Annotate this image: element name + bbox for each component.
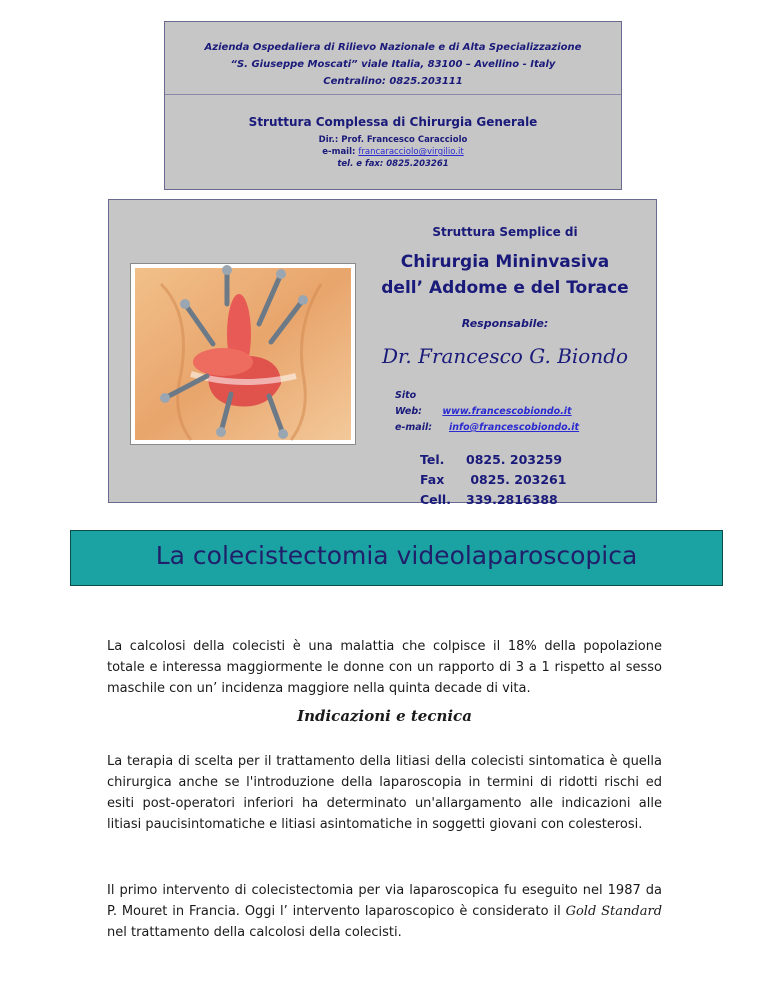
- document-title: La colecistectomia videolaparoscopica: [155, 541, 638, 570]
- complex-unit-info: [165, 95, 621, 170]
- phone-value: 0825. 203261: [470, 472, 567, 487]
- phone-label: Cell.: [420, 492, 451, 507]
- email-label: e-mail:: [395, 422, 433, 433]
- hospital-switchboard: Centralino: 0825.203111: [323, 76, 463, 87]
- responsible-label: Responsabile:: [461, 317, 549, 330]
- laparoscopy-illustration-image: [131, 264, 355, 444]
- complex-unit-email-row: [165, 146, 621, 158]
- hospital-info: [165, 22, 621, 95]
- indications-paragraph: La terapia di scelta per il trattamento della litiasi della colecisti sintomatica è quella chirurgica anche se l'introduzione della laparoscopia in termini di ridotti rischi ed esiti post-operatori inferiori ha determinato un'allargamento alle indicazioni alle litiasi paucisintomatiche e litiasi asintomatiche in soggetti giovani con colesterosi.: [107, 754, 662, 832]
- complex-unit-phone: tel. e fax: 0825.203261: [337, 159, 449, 169]
- hospital-header-box: [164, 21, 622, 190]
- phone-label: Tel.: [420, 452, 445, 467]
- simple-unit-name-line2: dell’ Addome e del Torace: [381, 278, 629, 298]
- intro-paragraph: La calcolosi della colecisti è una malattia che colpisce il 18% della popolazione totale e interessa maggiormente le donne con un rapporto di 3 a 1 rispetto al sesso maschile con un’ incidenza maggiore nella quinta decade di vita.: [107, 639, 662, 696]
- simple-unit-heading: Struttura Semplice di: [432, 225, 578, 239]
- doctor-name: Dr. Francesco G. Biondo: [381, 344, 629, 368]
- email-row: [395, 420, 615, 436]
- phone-value: 339.2816388: [466, 492, 558, 507]
- contact-links: [395, 388, 615, 436]
- history-text: Il primo intervento di colecistectomia per via laparoscopica fu eseguito nel 1987 da P. Mouret in Francia. Oggi l’ intervento laparoscopico è considerato il: [107, 883, 662, 919]
- hospital-name: Azienda Ospedaliera di Rilievo Nazionale e di Alta Specializzazione: [204, 42, 582, 53]
- simple-unit-box: [108, 199, 657, 507]
- website-row: [395, 388, 615, 420]
- document-title-bar: [70, 530, 723, 586]
- laparoscopy-illustration: [130, 263, 356, 445]
- history-paragraph: [107, 880, 662, 943]
- simple-unit-name-line1: Chirurgia Mininvasiva: [400, 252, 610, 272]
- complex-unit-director: Dir.: Prof. Francesco Caracciolo: [318, 135, 468, 145]
- complex-unit-email-label: e-mail:: [322, 147, 359, 157]
- simple-unit-name: [354, 249, 656, 301]
- gold-standard-emphasis: Gold Standard: [565, 904, 663, 919]
- phone-row-cell: [420, 490, 656, 510]
- phone-list: [420, 450, 656, 510]
- phone-label: Fax: [420, 472, 445, 487]
- complex-unit-email-link[interactable]: francaracciolo@virgilio.it: [358, 147, 464, 157]
- hospital-address: “S. Giuseppe Moscati” viale Italia, 83100 – Avellino - Italy: [230, 59, 556, 70]
- complex-unit-title: Struttura Complessa di Chirurgia Generale: [248, 115, 538, 129]
- section-heading: Indicazioni e tecnica: [297, 707, 472, 725]
- email-link[interactable]: info@francescobiondo.it: [448, 422, 580, 433]
- website-label: Sito Web:: [395, 390, 422, 417]
- simple-unit-info: [354, 200, 656, 510]
- phone-row-fax: [420, 470, 656, 490]
- phone-value: 0825. 203259: [466, 452, 563, 467]
- website-link[interactable]: www.francescobiondo.it: [442, 406, 572, 417]
- history-text-end: nel trattamento della calcolosi della colecisti.: [107, 925, 402, 940]
- phone-row-tel: [420, 450, 656, 470]
